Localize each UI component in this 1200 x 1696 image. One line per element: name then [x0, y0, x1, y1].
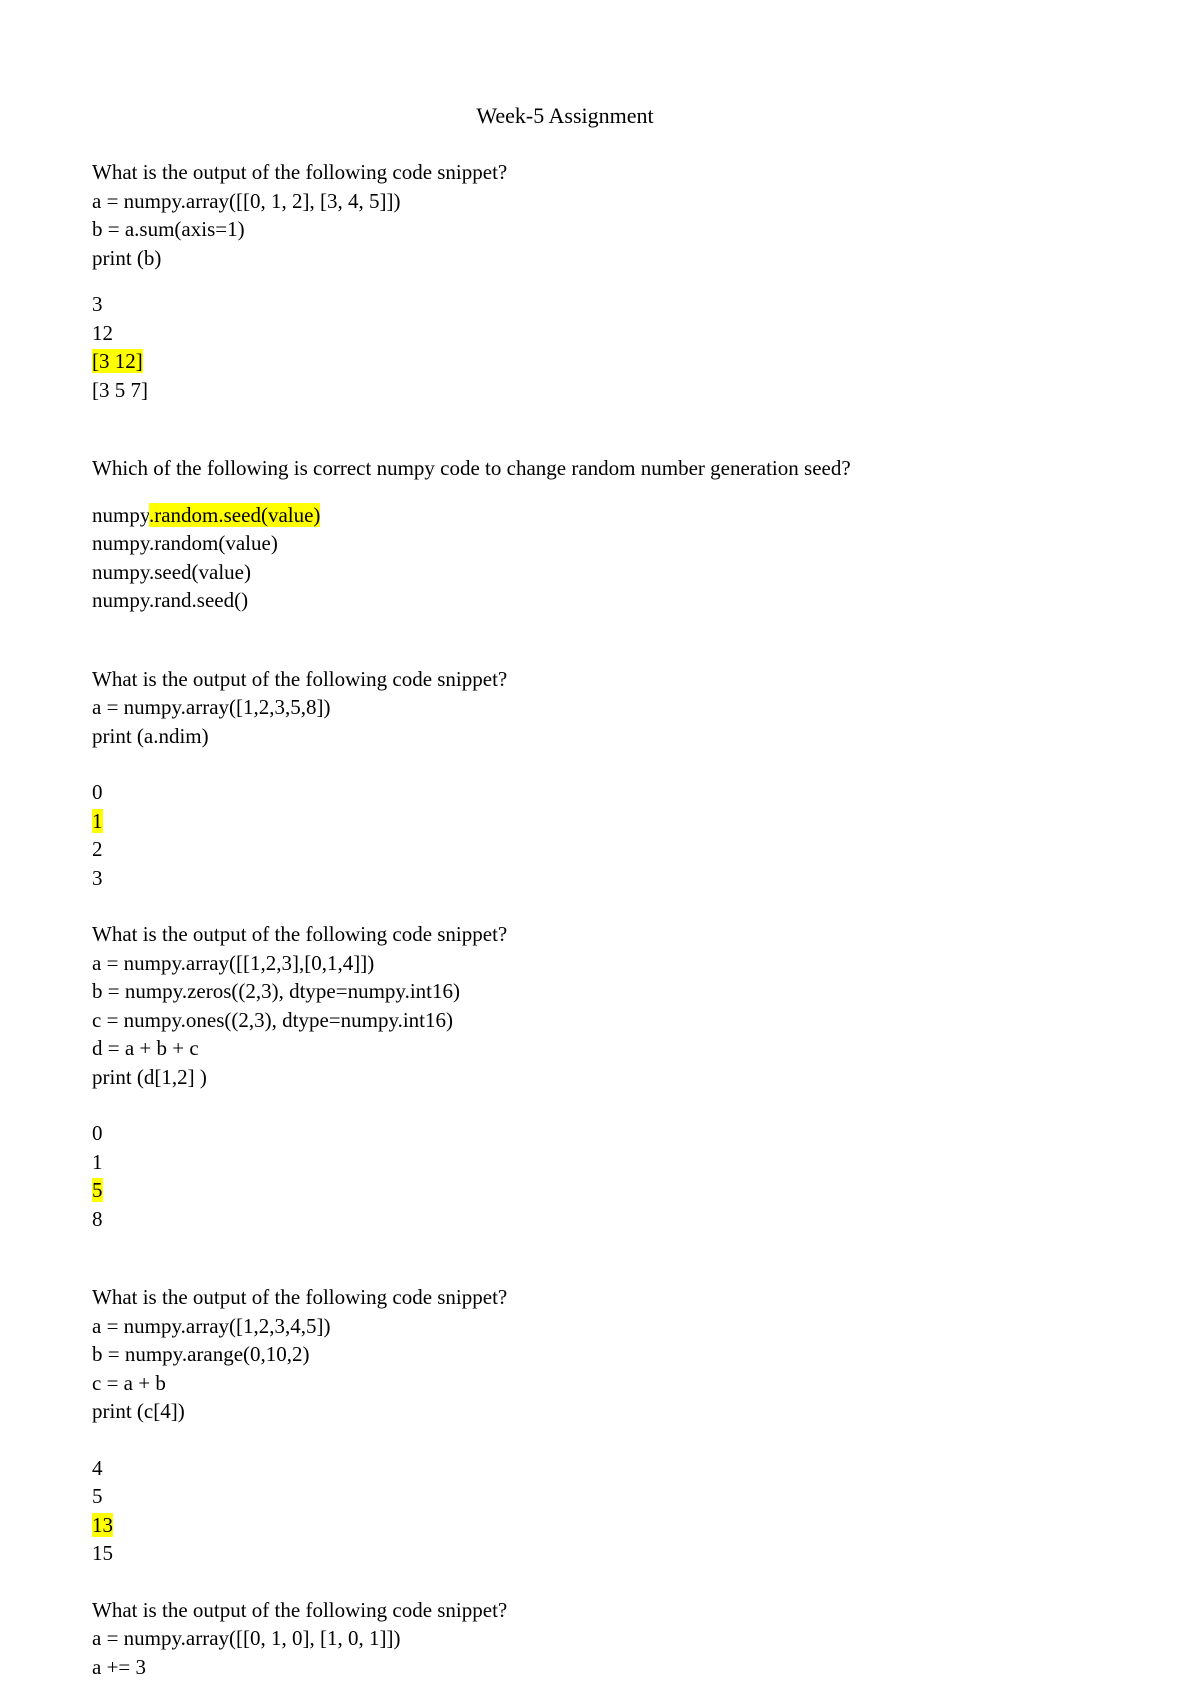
code-line: a = numpy.array([[1,2,3],[0,1,4]]) [92, 950, 375, 975]
option: 3 [92, 292, 103, 316]
code-line: b = numpy.arange(0,10,2) [92, 1342, 310, 1366]
code-line: a = numpy.array([1,2,3,4,5]) [92, 1313, 331, 1338]
option: numpy.random(value) [92, 531, 278, 555]
correct-answer-highlight: 13 [92, 1512, 113, 1537]
question-6 [92, 1596, 1132, 1682]
code-line: a = numpy.array([[0, 1, 0], [1, 0, 1]]) [92, 1626, 401, 1650]
code-line: print (a.ndim) [92, 723, 209, 748]
correct-answer-highlight: 1 [92, 808, 103, 833]
code-line: a = numpy.array([[0, 1, 2], [3, 4, 5]]) [92, 188, 401, 213]
question-text: Which of the following is correct numpy code to change random number generation seed? [92, 456, 851, 480]
option-correct [92, 1176, 1132, 1205]
question-5 [92, 1283, 1132, 1568]
question-2 [92, 454, 1132, 615]
option: numpy.seed(value) [92, 559, 251, 584]
option: 0 [92, 1121, 103, 1145]
question-text: What is the output of the following code snippet? [92, 922, 508, 946]
option: 5 [92, 1484, 103, 1508]
code-line: a = numpy.array([1,2,3,5,8]) [92, 695, 331, 719]
correct-answer-highlight: [3 12] [92, 349, 143, 373]
question-3 [92, 665, 1132, 893]
correct-answer-highlight: .random.seed(value) [148, 502, 321, 527]
code-line: b = a.sum(axis=1) [92, 217, 245, 241]
code-line: b = numpy.zeros((2,3), dtype=numpy.int16) [92, 979, 460, 1003]
option: 3 [92, 865, 103, 890]
code-line: a += 3 [92, 1654, 147, 1679]
question-text: What is the output of the following code snippet? [92, 160, 508, 184]
question-1 [92, 158, 1132, 404]
option: 0 [92, 780, 103, 804]
document-content [92, 158, 1132, 1681]
question-text: What is the output of the following code snippet? [92, 1597, 508, 1622]
code-line: print (d[1,2] ) [92, 1064, 207, 1089]
code-line: d = a + b + c [92, 1036, 199, 1060]
option-correct [92, 807, 1132, 836]
option: 15 [92, 1541, 113, 1565]
option: 8 [92, 1206, 103, 1231]
option: 4 [92, 1455, 103, 1480]
code-line: print (c[4]) [92, 1399, 185, 1423]
option: 2 [92, 837, 103, 861]
page-title: Week-5 Assignment [476, 103, 654, 128]
option: 1 [92, 1149, 103, 1174]
code-line: print (b) [92, 245, 162, 270]
question-4 [92, 920, 1132, 1233]
code-line: c = numpy.ones((2,3), dtype=numpy.int16) [92, 1007, 453, 1032]
option: 12 [92, 320, 113, 345]
option-correct [92, 1511, 1132, 1540]
question-text: What is the output of the following code snippet? [92, 666, 508, 691]
correct-answer-highlight: 5 [92, 1178, 103, 1202]
option-correct: numpy.random.seed(value) [92, 502, 321, 527]
code-line: c = a + b [92, 1370, 166, 1395]
option: [3 5 7] [92, 377, 148, 402]
option-correct [92, 347, 1132, 376]
question-text: What is the output of the following code snippet? [92, 1285, 508, 1309]
option: numpy.rand.seed() [92, 588, 249, 612]
